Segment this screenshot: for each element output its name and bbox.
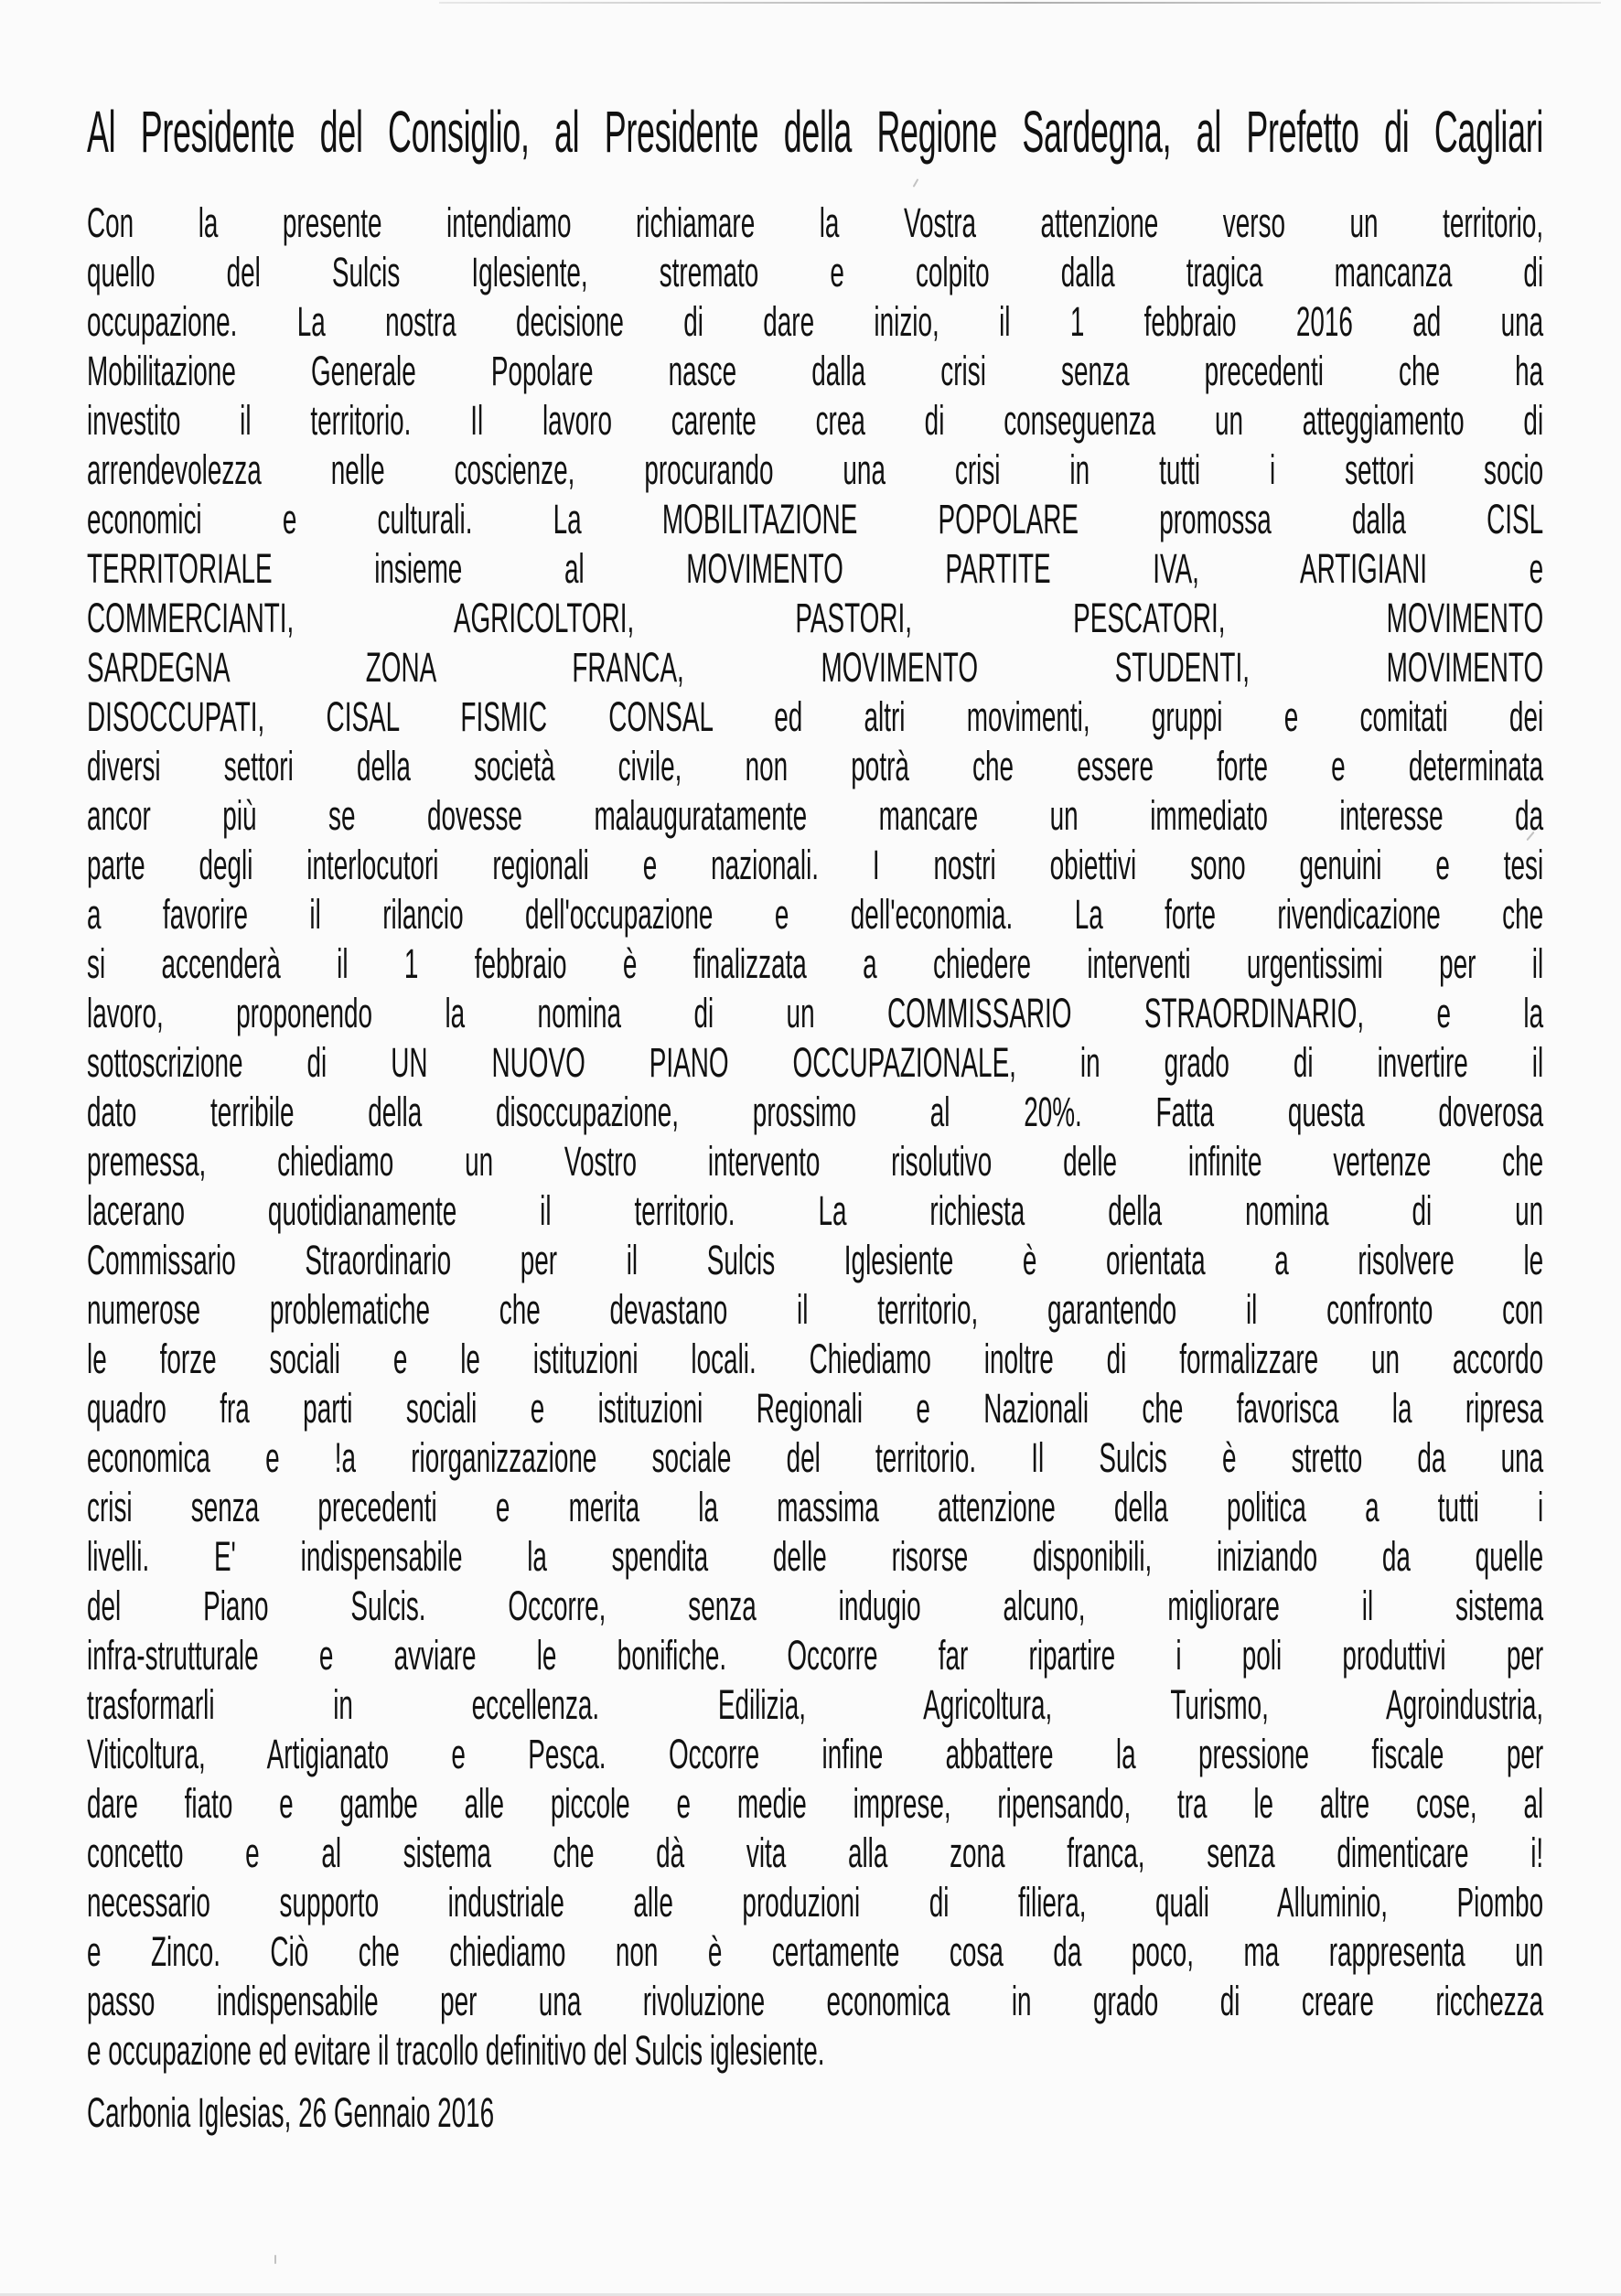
body-line <box>87 1434 1543 1486</box>
body-line <box>87 1286 1543 1337</box>
body-line-text: del Piano Sulcis. Occorre, senza indugio alcuno, migliorare il sistema <box>87 1583 1544 1629</box>
body-line <box>87 1484 1543 1535</box>
body-line <box>87 743 1543 794</box>
body-line <box>87 1187 1543 1239</box>
body-line-text: Mobilitazione Generale Popolare nasce dalla crisi senza precedenti che ha <box>87 348 1544 394</box>
body-line <box>87 1829 1543 1881</box>
body-line-text: passo indispensabile per una rivoluzione economica in grado di creare ricchezza <box>87 1978 1544 2024</box>
body-line <box>87 1385 1543 1436</box>
body-line <box>87 595 1543 646</box>
body-line-text: quello del Sulcis Iglesiente, stremato e colpito dalla tragica mancanza di <box>87 249 1544 295</box>
letter-title-text: Al Presidente del Consiglio, al Presidente della Regione Sardegna, al Prefetto di Cagliari <box>87 99 1544 165</box>
body-line <box>87 1138 1543 1189</box>
body-line <box>87 1879 1543 1930</box>
body-line-text: ancor più se dovesse malauguratamente mancare un immediato interesse da <box>87 792 1544 839</box>
body-line-text: sottoscrizione di UN NUOVO PIANO OCCUPAZIONALE, in grado di invertire il <box>87 1039 1544 1086</box>
body-line-text: crisi senza precedenti e merita la massima attenzione della politica a tutti i <box>87 1484 1544 1530</box>
scan-speck <box>913 178 919 188</box>
body-line-text: a favorire il rilancio dell'occupazione e dell'economia. La forte rivendicazione che <box>87 891 1544 938</box>
body-line <box>87 940 1543 992</box>
body-line <box>87 1731 1543 1782</box>
body-line <box>87 2027 1543 2078</box>
body-line-text: necessario supporto industriale alle produzioni di filiera, quali Alluminio, Piombo <box>87 1879 1544 1926</box>
body-line <box>87 1583 1543 1634</box>
body-line-text: lavoro, proponendo la nomina di un COMMISSARIO STRAORDINARIO, e la <box>87 990 1544 1036</box>
body-line <box>87 1336 1543 1387</box>
body-line-text: Con la presente intendiamo richiamare la Vostra attenzione verso un territorio, <box>87 199 1544 246</box>
body-line-text: TERRITORIALE insieme al MOVIMENTO PARTITE IVA, ARTIGIANI e <box>87 545 1544 592</box>
body-line <box>87 693 1543 745</box>
body-line-text: COMMERCIANTI, AGRICOLTORI, PASTORI, PESCATORI, MOVIMENTO <box>87 595 1544 641</box>
body-line <box>87 545 1543 596</box>
body-line-text: trasformarli in eccellenza. Edilizia, Agricoltura, Turismo, Agroindustria, <box>87 1681 1544 1728</box>
scan-speck <box>274 2255 276 2264</box>
body-line-text: si accenderà il 1 febbraio è finalizzata a chiedere interventi urgentissimi per il <box>87 940 1544 987</box>
body-line-text: quadro fra parti sociali e istituzioni Regionali e Nazionali che favorisca la ripresa <box>87 1385 1544 1432</box>
body-line-text: economici e culturali. La MOBILITAZIONE POPOLARE promossa dalla CISL <box>87 496 1544 542</box>
body-line-text: dato terribile della disoccupazione, prossimo al 20%. Fatta questa doverosa <box>87 1089 1544 1135</box>
letter-title <box>87 99 1544 165</box>
body-line <box>87 1780 1543 1831</box>
body-line <box>87 1237 1543 1288</box>
body-line-text: DISOCCUPATI, CISAL FISMIC CONSAL ed altri movimenti, gruppi e comitati dei <box>87 693 1544 740</box>
body-line <box>87 1089 1543 1140</box>
body-line-text: concetto e al sistema che dà vita alla zona franca, senza dimenticare i! <box>87 1829 1544 1876</box>
body-line <box>87 1928 1543 1979</box>
body-line-text: parte degli interlocutori regionali e nazionali. I nostri obiettivi sono genuini e tesi <box>87 842 1544 888</box>
body-line-text: numerose problematiche che devastano il territorio, garantendo il confronto con <box>87 1286 1544 1333</box>
body-line-text: SARDEGNA ZONA FRANCA, MOVIMENTO STUDENTI, MOVIMENTO <box>87 644 1544 691</box>
letter-signature-text: Carbonia Iglesias, 26 Gennaio 2016 <box>87 2089 495 2136</box>
body-line-text: occupazione. La nostra decisione di dare inizio, il 1 febbraio 2016 ad una <box>87 298 1544 345</box>
body-line <box>87 348 1543 399</box>
body-line <box>87 298 1543 349</box>
body-line <box>87 1632 1543 1683</box>
body-line-text: infra-strutturale e avviare le bonifiche. Occorre far ripartire i poli produttivi per <box>87 1632 1544 1679</box>
body-line-text: lacerano quotidianamente il territorio. La richiesta della nomina di un <box>87 1187 1544 1234</box>
body-line-text: economica e !a riorganizzazione sociale del territorio. Il Sulcis è stretto da una <box>87 1434 1544 1481</box>
body-line-text: Commissario Straordinario per il Sulcis Iglesiente è orientata a risolvere le <box>87 1237 1544 1283</box>
body-line <box>87 891 1543 942</box>
body-line <box>87 397 1543 448</box>
body-line-text: arrendevolezza nelle coscienze, procurando una crisi in tutti i settori socio <box>87 446 1544 493</box>
body-line <box>87 1533 1543 1584</box>
body-line <box>87 446 1543 498</box>
body-line-text: dare fiato e gambe alle piccole e medie imprese, ripensando, tra le altre cose, al <box>87 1780 1544 1827</box>
body-line-text: e occupazione ed evitare il tracollo definitivo del Sulcis iglesiente. <box>87 2027 825 2074</box>
body-line-text: Viticoltura, Artigianato e Pesca. Occorre infine abbattere la pressione fiscale per <box>87 1731 1544 1777</box>
body-line <box>87 792 1543 843</box>
body-line-text: diversi settori della società civile, non potrà che essere forte e determinata <box>87 743 1544 789</box>
body-line-text: e Zinco. Ciò che chiediamo non è certamente cosa da poco, ma rappresenta un <box>87 1928 1544 1975</box>
letter-signature <box>87 2089 1543 2140</box>
scan-edge-top <box>439 2 1601 4</box>
body-line <box>87 1039 1543 1090</box>
body-line <box>87 1978 1543 2029</box>
body-line <box>87 496 1543 547</box>
body-line-text: le forze sociali e le istituzioni locali. Chiediamo inoltre di formalizzare un accordo <box>87 1336 1544 1382</box>
body-line-text: livelli. E' indispensabile la spendita delle risorse disponibili, iniziando da quelle <box>87 1533 1544 1580</box>
body-line <box>87 1681 1543 1733</box>
body-line <box>87 842 1543 893</box>
body-line <box>87 990 1543 1041</box>
body-line <box>87 199 1543 251</box>
body-line <box>87 249 1543 300</box>
body-line-text: investito il territorio. Il lavoro carente crea di conseguenza un atteggiamento di <box>87 397 1544 444</box>
body-line-text: premessa, chiediamo un Vostro intervento risolutivo delle infinite vertenze che <box>87 1138 1544 1185</box>
body-line <box>87 644 1543 695</box>
